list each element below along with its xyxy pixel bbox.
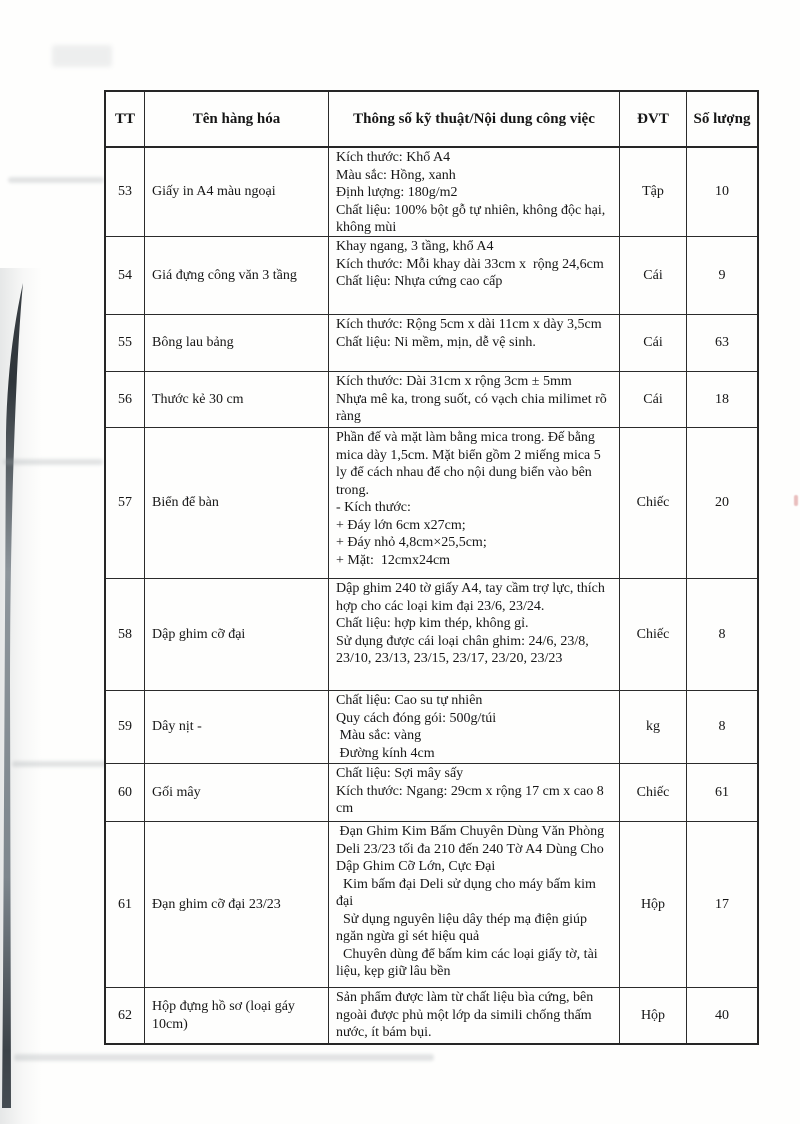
spec-line: Quy cách đóng gói: 500g/túi: [336, 710, 497, 726]
row-unit: Chiếc: [620, 764, 687, 821]
spec-line: Chất liệu: Cao su tự nhiên: [336, 693, 483, 708]
item-name: Dập ghim cỡ đại: [152, 626, 246, 642]
row-tt: 55: [106, 315, 145, 371]
spec-line: Màu sắc: Hồng, xanh: [336, 167, 456, 183]
spec-line: + Đáy nhỏ 4,8cm×25,5cm;: [336, 535, 487, 550]
spec-line: - Kích thước:: [336, 500, 411, 515]
scan-red-mark: [794, 495, 798, 506]
item-name: Hộp đựng hồ sơ (loại gáy 10cm): [152, 999, 295, 1032]
spec-line: Màu sắc: vàng: [336, 728, 422, 743]
spec-line: Kích thước: Mỗi khay dài 33cm x rộng 24,6cm: [336, 256, 604, 272]
row-spec: [329, 691, 620, 763]
row-name: [145, 822, 329, 987]
scan-edge-shadow: [0, 268, 42, 1124]
table-row: [106, 691, 757, 764]
item-name: Giá đựng công văn 3 tầng: [152, 267, 297, 283]
spec-line: Định lượng: 180g/m2: [336, 185, 458, 200]
header-spec: Thông số kỹ thuật/Nội dung công việc: [329, 92, 620, 146]
row-qty: 8: [718, 719, 726, 735]
spec-line: Đường kính 4cm: [336, 745, 435, 761]
row-qty: 61: [715, 784, 729, 800]
row-name: [145, 579, 329, 690]
spec-line: Sử dụng được cái loại chân ghim: 24/6, 23/8, 23/10, 23/13, 23/15, 23/17, 23/20, 23/23: [336, 633, 593, 666]
row-spec: [329, 315, 620, 371]
row-spec: [329, 579, 620, 690]
table-row: [106, 315, 757, 372]
header-name: Tên hàng hóa: [145, 92, 329, 146]
row-qty: 20: [715, 495, 729, 511]
scan-page-edge-sliver: [0, 283, 30, 1113]
row-unit: Chiếc: [620, 428, 687, 578]
header-qty: Số lượng: [693, 110, 751, 127]
spec-line: Đạn Ghim Kim Bấm Chuyên Dùng Văn Phòng Deli 23/23 tối đa 210 đến 240 Tờ A4 Dùng Cho Dập Ghim Cỡ Lớn, Cực Đại: [336, 824, 608, 874]
row-qty: 17: [715, 896, 729, 912]
row-name: [145, 372, 329, 427]
scan-smudge: [14, 1054, 434, 1061]
table-body: [106, 148, 757, 1043]
row-name: [145, 148, 329, 236]
row-qty: 8: [718, 626, 726, 642]
scan-smudge: [3, 459, 103, 465]
row-spec: [329, 822, 620, 987]
row-name: [145, 315, 329, 371]
row-name: [145, 764, 329, 821]
header-unit: ĐVT: [620, 92, 687, 146]
table-row: [106, 579, 757, 691]
row-name: [145, 691, 329, 763]
row-tt: 59: [106, 691, 145, 763]
item-name: Gối mây: [152, 784, 201, 800]
spec-line: Kích thước: Dài 31cm x rộng 3cm ± 5mm: [336, 374, 572, 389]
row-unit: Cái: [620, 237, 687, 314]
spec-line: Chuyên dùng để bấm kim các loại giấy tờ, tài liệu, kẹp giữ lâu bền: [336, 946, 602, 979]
row-unit: Hộp: [620, 988, 687, 1043]
table-row: [106, 822, 757, 988]
spec-line: Chất liệu: Sợi mây sấy: [336, 766, 464, 781]
table-header-row: [106, 92, 757, 148]
row-unit: Cái: [620, 372, 687, 427]
table-row: [106, 237, 757, 315]
item-name: Biển để bàn: [152, 495, 219, 511]
row-spec: [329, 428, 620, 578]
spec-line: Sản phẩm được làm từ chất liệu bìa cứng, bên ngoài được phủ một lớp da simili chống thấm nước, ít bám bụi.: [336, 990, 597, 1040]
spec-line: Kích thước: Ngang: 29cm x rộng 17 cm x cao 8 cm: [336, 783, 608, 816]
row-tt: 53: [106, 148, 145, 236]
scan-smudge: [52, 45, 112, 67]
row-tt: 61: [106, 822, 145, 987]
spec-line: Kim bấm đại Deli sử dụng cho máy bấm kim đại: [336, 876, 600, 909]
table-row: [106, 764, 757, 822]
spec-line: Phần đế và mặt làm bằng mica trong. Đế bằng mica dày 1,5cm. Mặt biển gồm 2 miếng mica 5 ly để cách nhau để cho nội dung biển vào bên trong.: [336, 430, 605, 498]
spec-line: Dập ghim 240 tờ giấy A4, tay cầm trợ lực, thích hợp cho các loại kim đại 23/6, 23/24.: [336, 581, 609, 614]
row-name: [145, 428, 329, 578]
scan-smudge: [8, 177, 104, 183]
item-name: Thước kẻ 30 cm: [152, 391, 244, 407]
spec-line: Chất liệu: hợp kim thép, không gỉ.: [336, 616, 529, 631]
spec-line: Kích thước: Khổ A4: [336, 150, 451, 165]
spec-line: Sử dụng nguyên liệu dây thép mạ điện giúp ngăn ngừa gỉ sét hiệu quả: [336, 911, 591, 944]
table-row: [106, 148, 757, 237]
spec-line: Chất liệu: 100% bột gỗ tự nhiên, không độc hại, không mùi: [336, 202, 609, 235]
item-name: Giấy in A4 màu ngoại: [152, 184, 276, 200]
row-spec: [329, 237, 620, 314]
table-row: [106, 988, 757, 1043]
spec-line: + Đáy lớn 6cm x27cm;: [336, 517, 466, 533]
row-tt: 60: [106, 764, 145, 821]
supplies-table: [104, 90, 759, 1045]
row-tt: 56: [106, 372, 145, 427]
row-unit: Cái: [620, 315, 687, 371]
row-qty: 10: [715, 184, 729, 200]
header-tt: TT: [106, 92, 145, 146]
row-tt: 58: [106, 579, 145, 690]
row-tt: 62: [106, 988, 145, 1043]
row-qty: 18: [715, 391, 729, 407]
item-name: Dây nịt -: [152, 719, 202, 735]
item-name: Bông lau bảng: [152, 335, 234, 351]
row-spec: [329, 988, 620, 1043]
spec-line: Khay ngang, 3 tầng, khổ A4: [336, 239, 494, 254]
row-unit: Chiếc: [620, 579, 687, 690]
row-unit: kg: [620, 691, 687, 763]
row-qty: 9: [718, 267, 726, 283]
table-row: [106, 428, 757, 579]
spec-line: Nhựa mê ka, trong suốt, có vạch chia milimet rõ ràng: [336, 391, 611, 424]
spec-line: Chất liệu: Nhựa cứng cao cấp: [336, 274, 503, 289]
row-name: [145, 237, 329, 314]
row-spec: [329, 148, 620, 236]
row-unit: Hộp: [620, 822, 687, 987]
row-name: [145, 988, 329, 1043]
row-tt: 57: [106, 428, 145, 578]
spec-line: Kích thước: Rộng 5cm x dài 11cm x dày 3,5cm: [336, 317, 602, 332]
row-spec: [329, 764, 620, 821]
row-spec: [329, 372, 620, 427]
row-unit: Tập: [620, 148, 687, 236]
item-name: Đạn ghim cỡ đại 23/23: [152, 896, 281, 912]
row-tt: 54: [106, 237, 145, 314]
row-qty: 40: [715, 1007, 729, 1023]
spec-line: Chất liệu: Ni mềm, mịn, dễ vệ sinh.: [336, 334, 536, 350]
row-qty: 63: [715, 335, 729, 351]
table-row: [106, 372, 757, 428]
spec-line: + Mặt: 12cmx24cm: [336, 552, 451, 568]
